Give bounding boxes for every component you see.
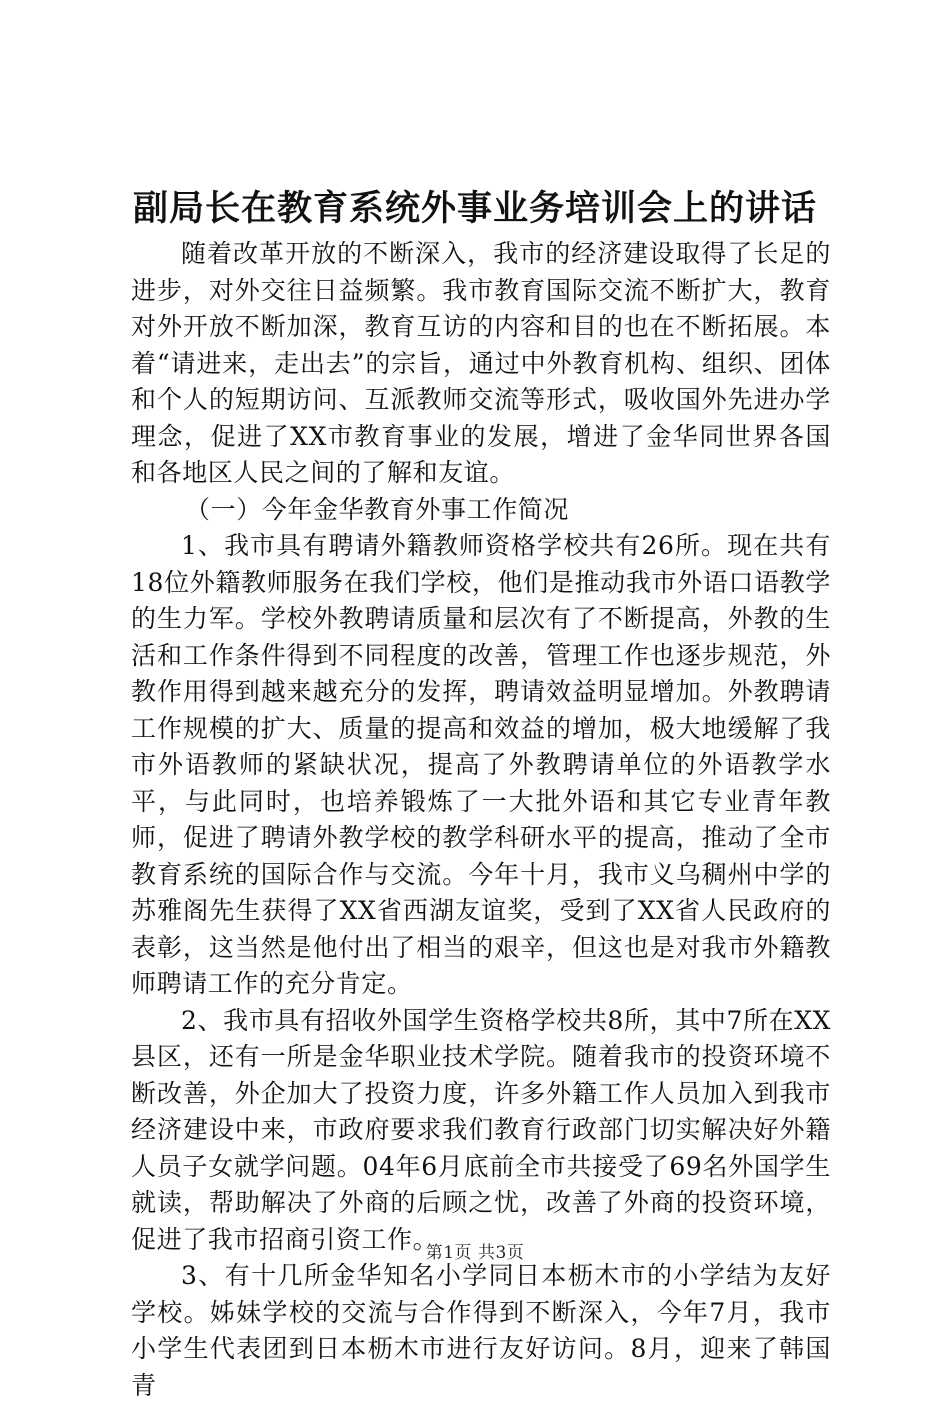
paragraph-item-1: 1、我市具有聘请外籍教师资格学校共有26所。现在共有18位外籍教师服务在我们学校，他们是推动我市外语口语教学的生力军。学校外教聘请质量和层次有了不断提高，外教的生活和工作条件得到不同程度的改善，管理工作也逐步规范，外教作用得到越来越充分的发挥，聘请效益明显增加。外教聘请工作规模的扩大、质量的提高和效益的增加，极大地缓解了我市外语教师的紧缺状况，提高了外教聘请单位的外语教学水平，与此同时，也培养锻炼了一大批外语和其它专业青年教师，促进了聘请外教学校的教学科研水平的提高，推动了全市教育系统的国际合作与交流。今年十月，我市义乌稠州中学的苏雅阁先生获得了XX省西湖友谊奖，受到了XX省人民政府的表彰，这当然是他付出了相当的艰辛，但这也是对我市外籍教师聘请工作的充分肯定。: [131, 531, 831, 998]
page-number-footer: 第1页 共3页: [425, 1243, 525, 1263]
paragraph-item-3: 3、有十几所金华知名小学同日本枥木市的小学结为友好学校。姊妹学校的交流与合作得到不断深入，今年7月，我市小学生代表团到日本枥木市进行友好访问。8月，迎来了韩国青: [131, 1261, 831, 1400]
paragraph-item-2: 2、我市具有招收外国学生资格学校共8所，其中7所在XX县区，还有一所是金华职业技术学院。随着我市的投资环境不断改善，外企加大了投资力度，许多外籍工作人员加入到我市经济建设中来，市政府要求我们教育行政部门切实解决好外籍人员子女就学问题。04年6月底前全市共接受了69名外国学生就读，帮助解决了外商的后顾之忧，改善了外商的投资环境，促进了我市招商引资工作。: [131, 1005, 831, 1254]
document-body: [131, 236, 831, 1404]
section-heading: （一）今年金华教育外事工作简况: [185, 494, 570, 524]
document-title: 副局长在教育系统外事业务培训会上的讲话: [132, 188, 817, 229]
intro-paragraph: 随着改革开放的不断深入，我市的经济建设取得了长足的进步，对外交往日益频繁。我市教育国际交流不断扩大，教育对外开放不断加深，教育互访的内容和目的也在不断拓展。本着“请进来，走出去”的宗旨，通过中外教育机构、组织、团体和个人的短期访问、互派教师交流等形式，吸收国外先进办学理念，促进了XX市教育事业的发展，增进了金华同世界各国和各地区人民之间的了解和友谊。: [131, 239, 831, 487]
